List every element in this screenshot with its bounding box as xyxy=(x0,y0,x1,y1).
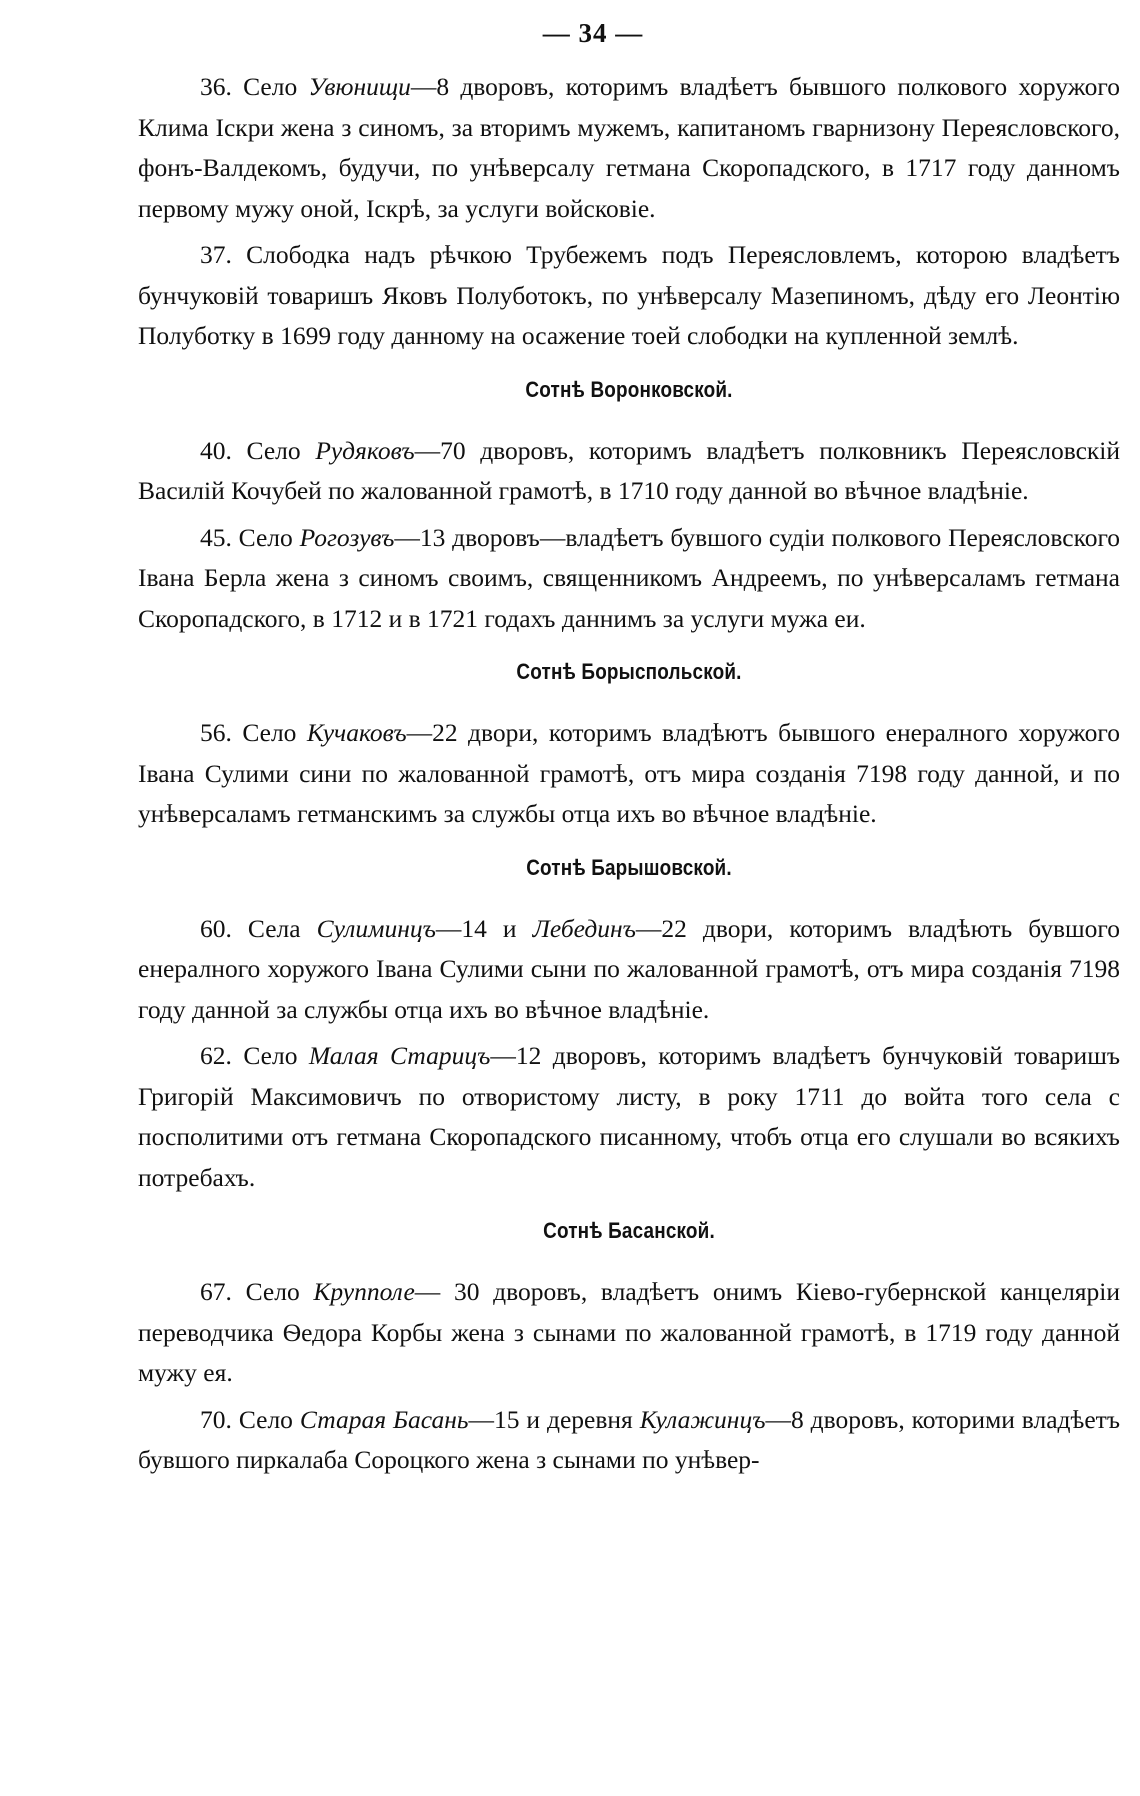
paragraph-45: 45. Село Рогозувъ—13 дворовъ—владѣетъ бувшого судіи полкового Переясловского Івана Берла жена з синомъ своимъ, священникомъ Андреемъ, по унѣверсаламъ гетмана Скоропадского, в 1712 и в 1721 годахъ даннимъ за услуги мужа еи. xyxy=(138,522,1121,633)
section-heading-voronkovskoy: Сотнѣ Воронковской. xyxy=(525,376,733,402)
section-heading-basanskoy: Сотнѣ Басанской. xyxy=(543,1218,715,1243)
paragraph-40: 40. Село Рудяковъ—70 дворовъ, которимъ владѣетъ полковникъ Переясловскій Василій Кочубей по жалованной грамотѣ, в 1710 году данной во вѣчное владѣніе. xyxy=(138,435,1121,505)
place-name: Кулажинцъ xyxy=(639,1404,766,1434)
paragraph-70: 70. Село Старая Басань—15 и деревня Кулажинцъ—8 дворовъ, которими владѣетъ бувшого пиркалаба Сороцкого жена з сынами по унѣвер- xyxy=(138,1404,1121,1474)
paragraph-56: 56. Село Кучаковъ—22 двори, которимъ владѣютъ бывшого енералного хоружого Івана Сулими сини по жалованной грамотѣ, отъ мира созданія 7198 году данной, и по унѣверсаламъ гетманскимъ за службы отца ихъ во вѣчное владѣніе. xyxy=(138,718,1121,828)
place-name: Малая Старицъ xyxy=(308,1041,491,1070)
place-name: Сулиминцъ xyxy=(316,913,436,943)
place-name: Старая Басань xyxy=(299,1404,469,1434)
paragraph-67: 67. Село Крупполе— 30 дворовъ, владѣетъ онимъ Кіево-губернской канцеляріи переводчика Ѳедора Корбы жена з сынами по жалованной грамотѣ, в 1719 году данной мужу ея. xyxy=(138,1277,1121,1387)
paragraph-37: 37. Слободка надъ рѣчкою Трубежемъ подъ Переясловлемъ, которою владѣетъ бунчуковій товаришъ Яковъ Полуботокъ, по унѣверсалу Мазепиномъ, дѣду его Леонтію Полуботку в 1699 году данному на осажение тоей слободки на купленной землѣ. xyxy=(138,240,1120,350)
paragraph-62: 62. Село Малая Старицъ—12 дворовъ, которимъ владѣетъ бунчуковій товаришъ Григорій Максимовичъ по отвористому листу, в року 1711 до войта того села с посполитими отъ гетмана Скоропадского писанному, чтобъ отца его слушали во всякихъ потребахъ. xyxy=(138,1041,1121,1192)
section-heading-baryshovskoy: Сотнѣ Барышовской. xyxy=(526,854,732,880)
page-number: — 34 — xyxy=(542,18,644,48)
place-name: Лебединъ xyxy=(532,913,636,943)
place-name: Увюнищи xyxy=(308,72,411,101)
place-name: Кучаковъ xyxy=(306,718,407,747)
paragraph-36: 36. Село Увюнищи—8 дворовъ, которимъ владѣетъ бывшого полкового хоружого Клима Іскри жена з синомъ, за вторимъ мужемъ, капитаномъ гварнизону Переясловского, фонъ-Валдекомъ, будучи, по унѣверсалу гетмана Скоропадского, в 1717 году данномъ первому мужу оной, Іскрѣ, за услуги войсковіе. xyxy=(138,72,1121,223)
paragraph-60: 60. Села Сулиминцъ—14 и Лебединъ—22 двори, которимъ владѣють бувшого енералного хоружого Івана Сулими сыни по жалованной грамотѣ, отъ мира созданія 7198 году данной за службы отца ихъ во вѣчное владѣніе. xyxy=(138,913,1121,1024)
place-name: Рогозувъ xyxy=(299,522,395,552)
place-name: Рудяковъ xyxy=(315,435,415,465)
place-name: Крупполе xyxy=(313,1277,415,1306)
section-heading-boryspolskoy: Сотнѣ Борыспольской. xyxy=(516,659,742,684)
